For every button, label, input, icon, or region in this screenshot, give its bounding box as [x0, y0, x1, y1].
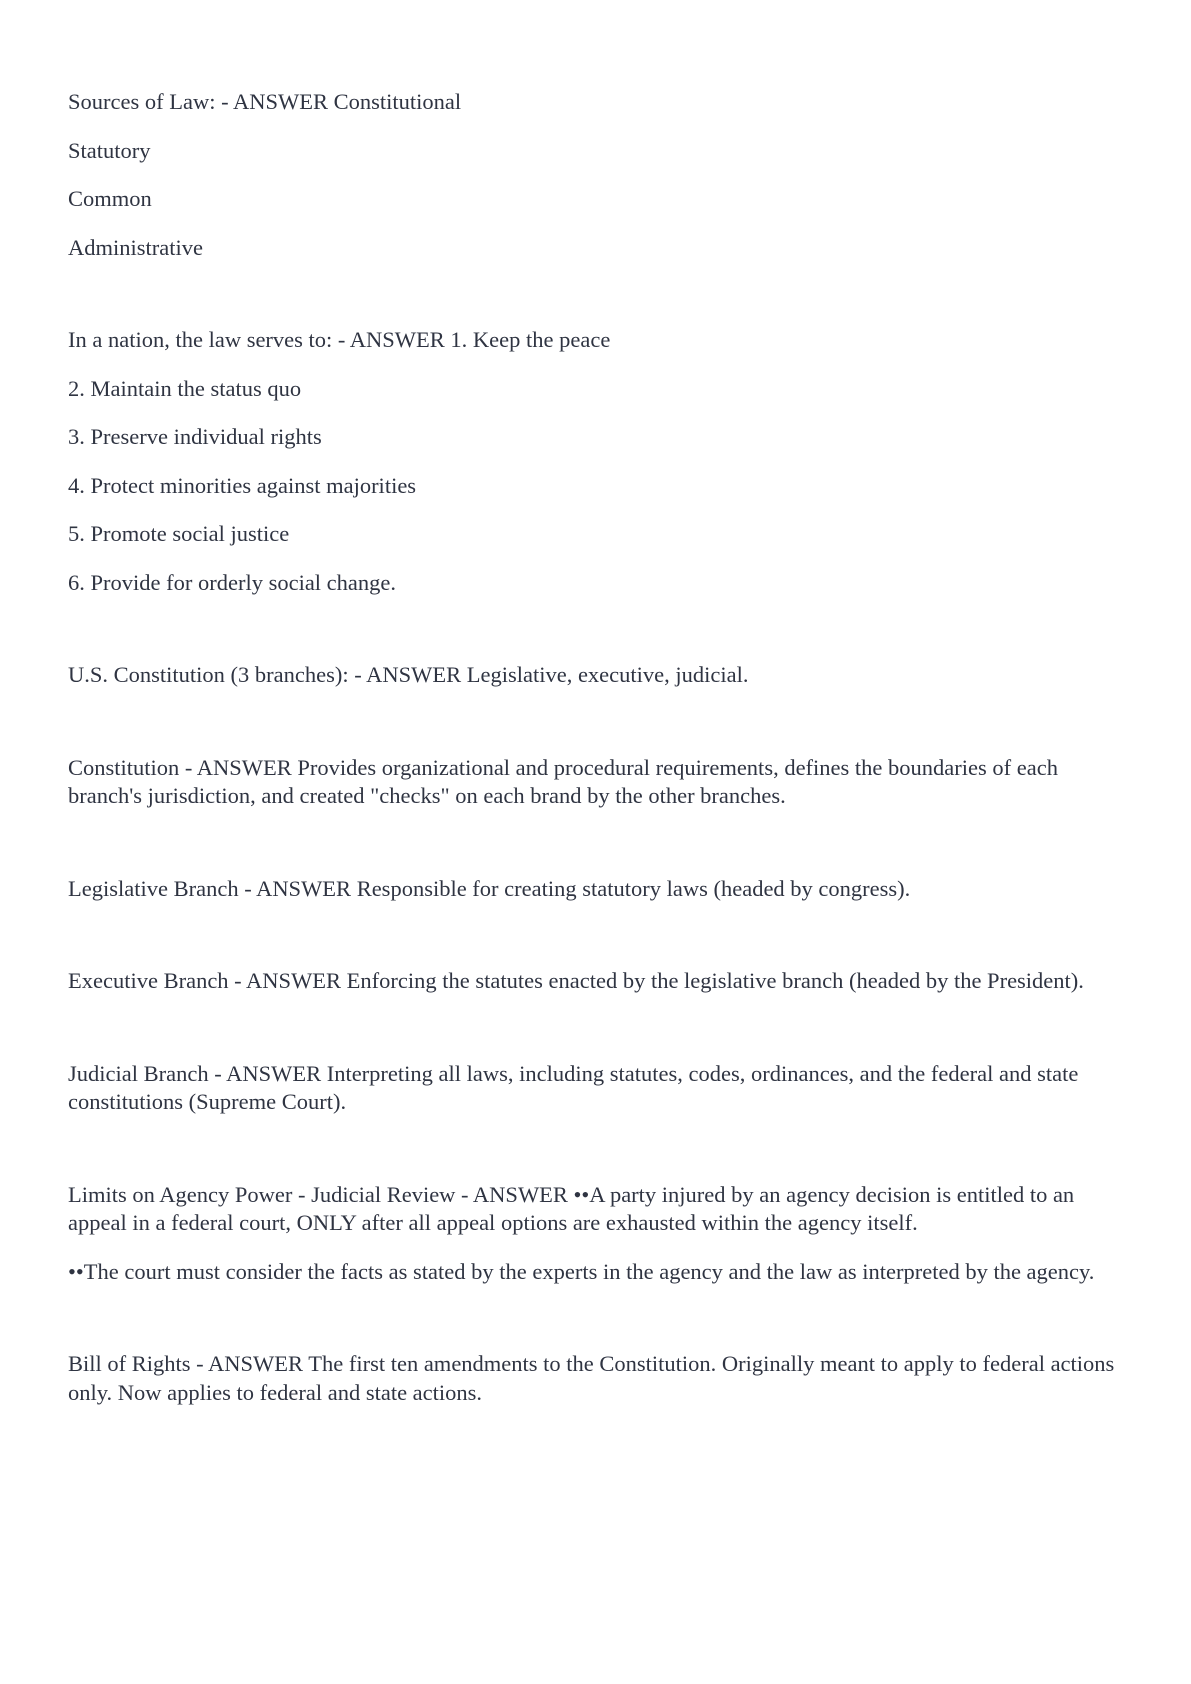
qa-line: U.S. Constitution (3 branches): - ANSWER Legislative, executive, judicial.: [68, 662, 749, 687]
qa-block-judicial-branch: [68, 1060, 1123, 1117]
qa-block-three-branches: [68, 661, 1123, 690]
qa-line: 3. Preserve individual rights: [68, 424, 322, 449]
qa-line: 5. Promote social justice: [68, 521, 290, 546]
qa-line: Bill of Rights - ANSWER The first ten amendments to the Constitution. Originally meant to apply to federal actions only. Now applies to federal and state actions.: [68, 1351, 1115, 1405]
qa-line: Limits on Agency Power - Judicial Review - ANSWER ••A party injured by an agency decision is entitled to an appeal in a federal court, ONLY after all appeal options are exhausted within the agency itself.: [68, 1181, 1075, 1235]
qa-line: In a nation, the law serves to: - ANSWER 1. Keep the peace: [68, 327, 611, 352]
qa-line: Executive Branch - ANSWER Enforcing the statutes enacted by the legislative branch (headed by the President).: [68, 968, 1084, 993]
qa-line: Administrative: [68, 234, 203, 260]
qa-block-constitution: [68, 754, 1123, 811]
qa-line: ••The court must consider the facts as stated by the experts in the agency and the law as interpreted by the agency.: [68, 1258, 1095, 1284]
qa-block-judicial-review: [68, 1181, 1123, 1287]
qa-line: Common: [68, 186, 152, 211]
qa-line: Legislative Branch - ANSWER Responsible for creating statutory laws (headed by congress).: [68, 875, 911, 901]
qa-line: Judicial Branch - ANSWER Interpreting all laws, including statutes, codes, ordinances, and the federal and state constitutions (Supreme Court).: [68, 1060, 1079, 1114]
qa-line: Sources of Law: - ANSWER Constitutional: [68, 89, 462, 114]
qa-line: 4. Protect minorities against majorities: [68, 472, 417, 498]
qa-line: 6. Provide for orderly social change.: [68, 569, 397, 595]
qa-line: Statutory: [68, 137, 151, 163]
qa-block-law-serves: [68, 326, 1123, 597]
qa-block-legislative-branch: [68, 875, 1123, 904]
qa-block-executive-branch: [68, 967, 1123, 996]
qa-block-sources-of-law: [68, 88, 1123, 262]
qa-line: Constitution - ANSWER Provides organizational and procedural requirements, defines the boundaries of each branch's jurisdiction, and created "checks" on each brand by the other branches.: [68, 754, 1058, 808]
qa-line: 2. Maintain the status quo: [68, 375, 302, 401]
qa-block-bill-of-rights: [68, 1350, 1123, 1407]
